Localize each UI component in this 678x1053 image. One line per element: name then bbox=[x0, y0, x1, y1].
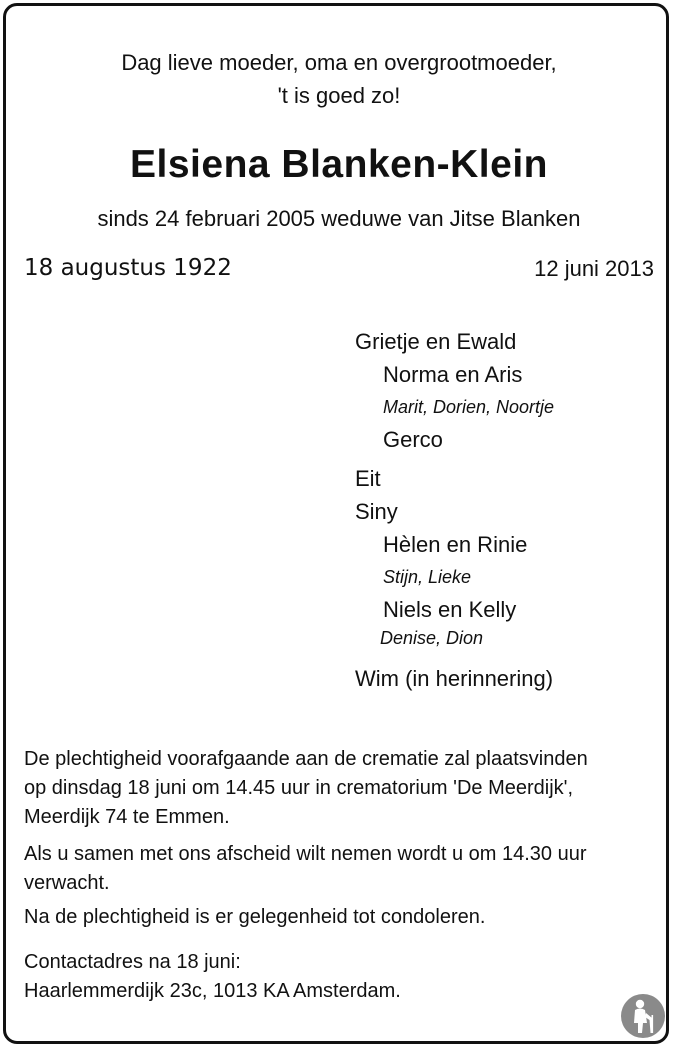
birth-date: 18 augustus 1922 bbox=[24, 255, 232, 281]
opening-line-1: Dag lieve moeder, oma en overgrootmoeder, bbox=[121, 50, 557, 75]
opening-line-2: 't is goed zo! bbox=[277, 83, 401, 108]
widow-line: sinds 24 februari 2005 weduwe van Jitse Blanken bbox=[97, 206, 581, 231]
ceremony-line-1: De plechtigheid voorafgaande aan de crematie zal plaatsvinden bbox=[24, 748, 588, 770]
grandchildren-norma: Marit, Dorien, Noortje bbox=[383, 397, 555, 417]
farewell-line-1: Als u samen met ons afscheid wilt nemen wordt u om 14.30 uur bbox=[24, 843, 587, 865]
contact-line-2: Haarlemmerdijk 23c, 1013 KA Amsterdam. bbox=[24, 980, 401, 1002]
family-member-grietje: Grietje en Ewald bbox=[355, 329, 517, 354]
ceremony-line-2: op dinsdag 18 juni om 14.45 uur in crematorium 'De Meerdijk', bbox=[24, 777, 574, 799]
family-member-niels: Niels en Kelly bbox=[383, 597, 517, 622]
deceased-name: Elsiena Blanken-Klein bbox=[130, 143, 548, 186]
ceremony-line-3: Meerdijk 74 te Emmen. bbox=[24, 806, 230, 828]
family-member-norma: Norma en Aris bbox=[383, 362, 523, 387]
farewell-line-2: verwacht. bbox=[24, 872, 110, 894]
family-member-wim: Wim (in herinnering) bbox=[355, 666, 554, 691]
death-date: 12 juni 2013 bbox=[534, 256, 654, 281]
family-member-siny: Siny bbox=[355, 499, 398, 524]
family-member-gerco: Gerco bbox=[383, 427, 443, 452]
grandchildren-helen: Stijn, Lieke bbox=[383, 567, 472, 587]
family-member-helen: Hèlen en Rinie bbox=[383, 532, 528, 557]
condolence-line: Na de plechtigheid is er gelegenheid tot condoleren. bbox=[24, 906, 486, 928]
contact-line-1: Contactadres na 18 juni: bbox=[24, 951, 241, 973]
family-member-eit: Eit bbox=[355, 466, 381, 491]
mourning-figure-logo-icon bbox=[620, 993, 666, 1039]
grandchildren-niels: Denise, Dion bbox=[380, 628, 484, 648]
